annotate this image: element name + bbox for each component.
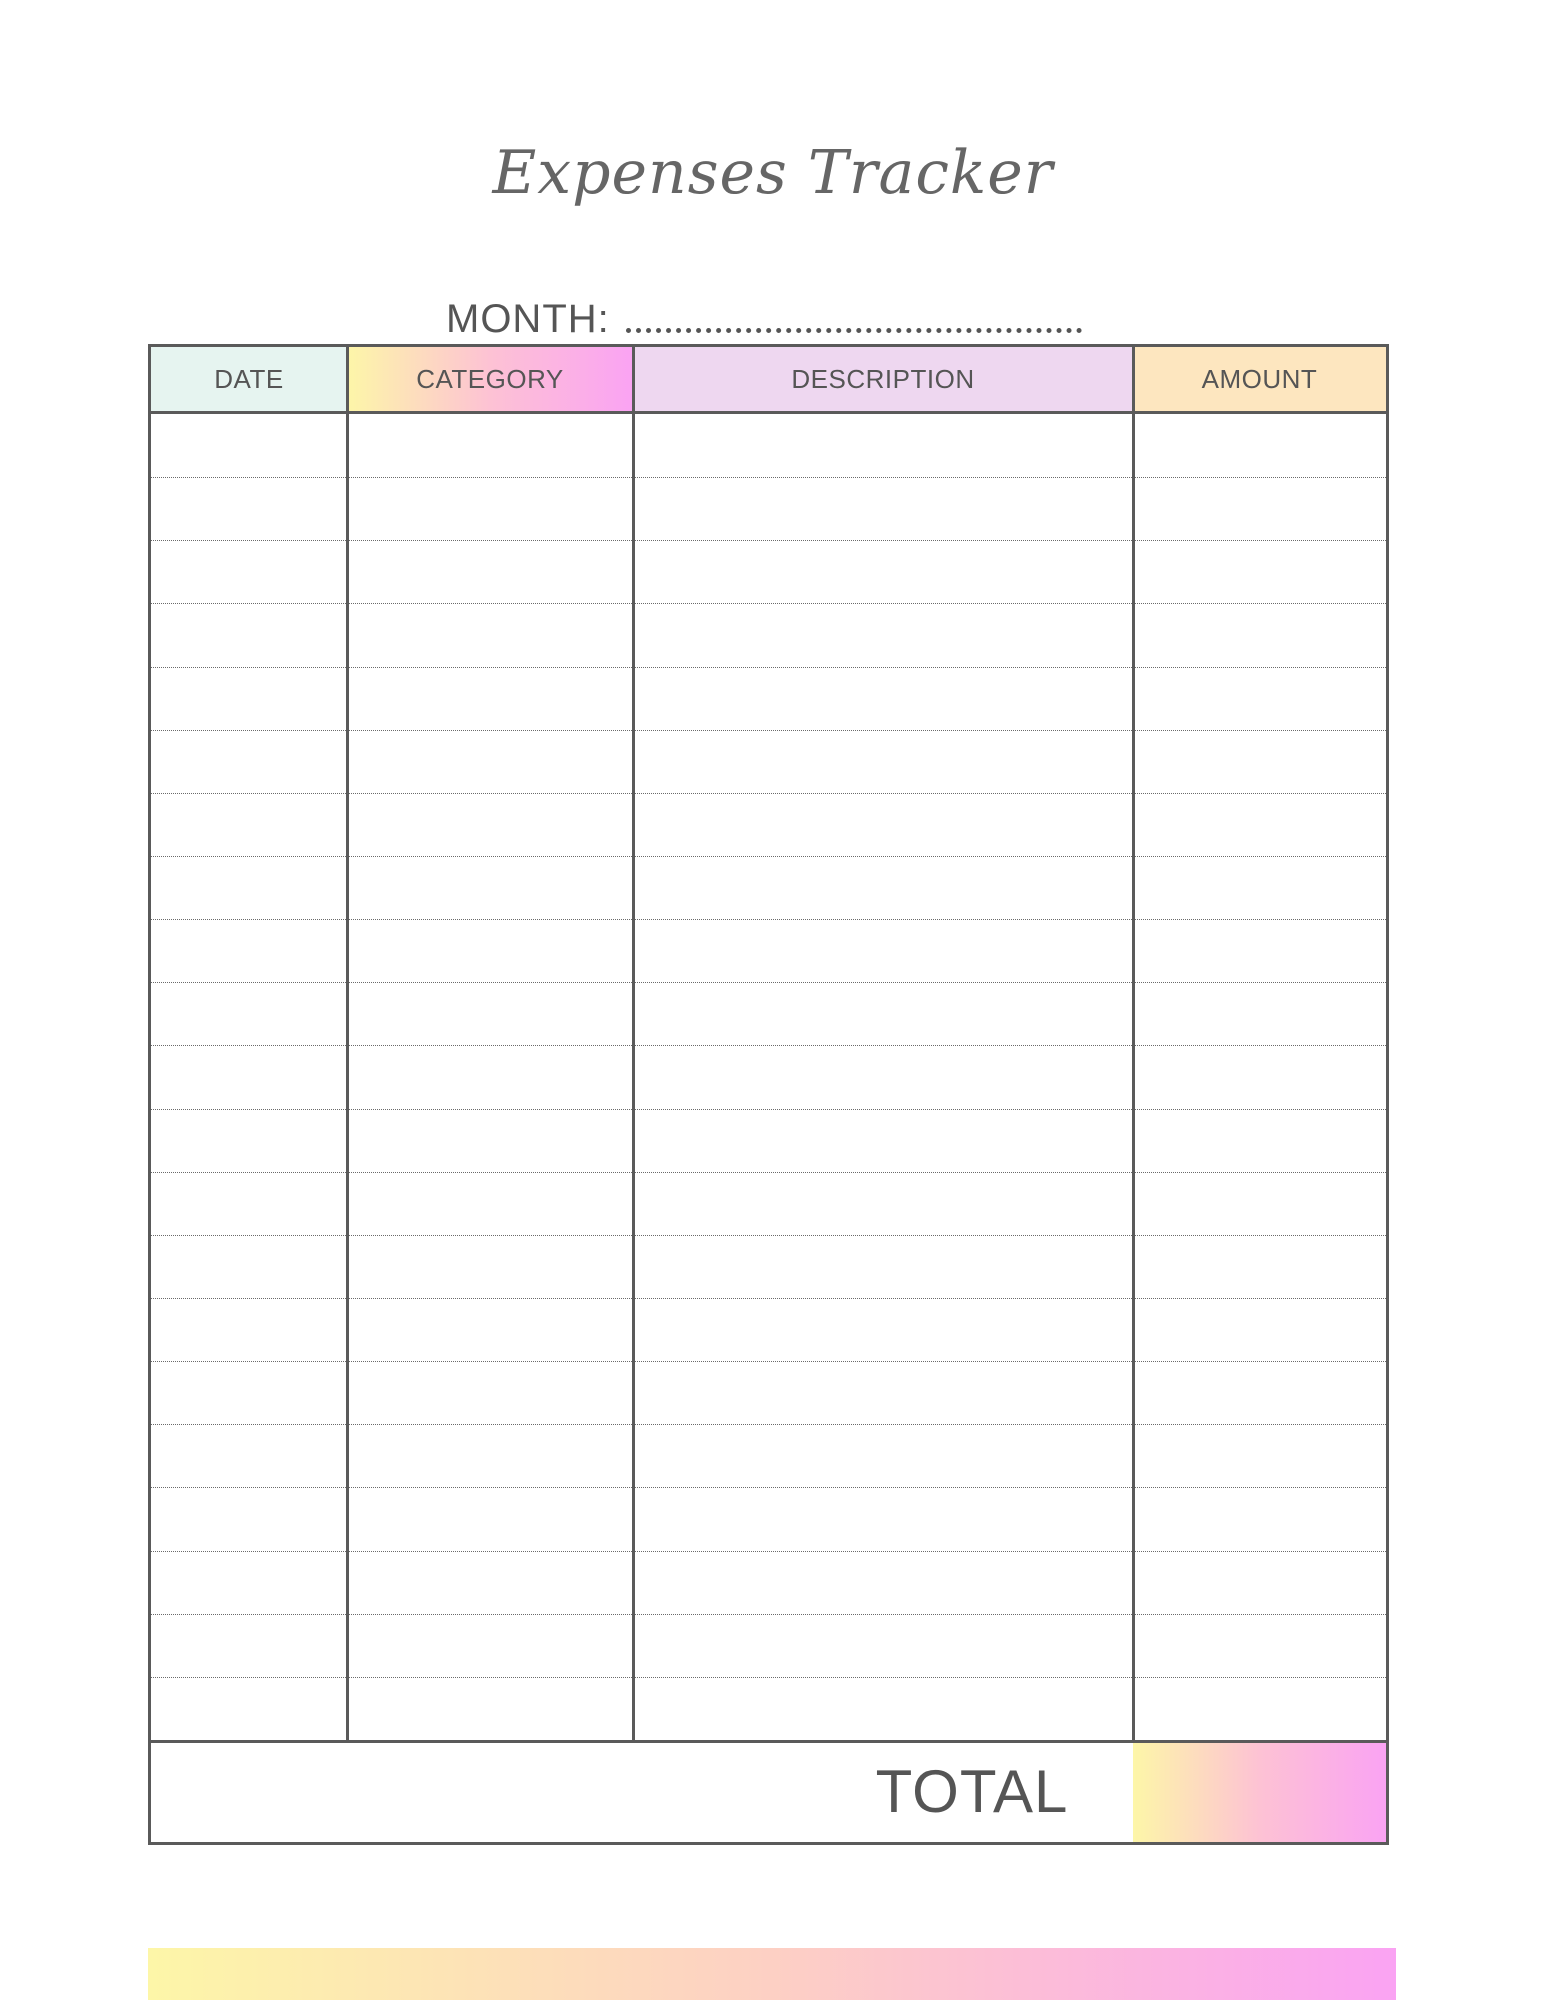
row-separator — [151, 667, 1386, 668]
header-divider — [151, 411, 1386, 414]
month-row — [446, 292, 1082, 342]
row-separator — [151, 1109, 1386, 1110]
row-separator — [151, 1298, 1386, 1299]
row-separator — [151, 856, 1386, 857]
row-separator — [151, 1487, 1386, 1488]
row-separator — [151, 1677, 1386, 1678]
header-description: DESCRIPTION — [633, 347, 1133, 411]
row-separator — [151, 793, 1386, 794]
total-amount-field[interactable] — [1133, 1743, 1386, 1842]
header-category: CATEGORY — [347, 347, 633, 411]
month-label: MONTH: — [446, 297, 610, 341]
row-separator — [151, 1172, 1386, 1173]
decorative-gradient-band — [148, 1948, 1396, 2000]
row-separator — [151, 1361, 1386, 1362]
row-separator — [151, 1424, 1386, 1425]
header-amount: AMOUNT — [1133, 347, 1386, 411]
column-divider — [1132, 347, 1135, 1740]
column-divider — [632, 347, 635, 1740]
row-separator — [151, 919, 1386, 920]
row-separator — [151, 1551, 1386, 1552]
row-separator — [151, 540, 1386, 541]
row-separator — [151, 1045, 1386, 1046]
expenses-table — [148, 344, 1389, 1845]
row-separator — [151, 477, 1386, 478]
row-separator — [151, 982, 1386, 983]
row-separator — [151, 730, 1386, 731]
column-divider — [346, 347, 349, 1740]
row-separator — [151, 1614, 1386, 1615]
page-title: Expenses Tracker — [492, 138, 1054, 208]
row-separator — [151, 603, 1386, 604]
month-field[interactable] — [626, 328, 1082, 333]
total-label: TOTAL — [875, 1758, 1069, 1825]
row-separator — [151, 1235, 1386, 1236]
header-date: DATE — [151, 347, 347, 411]
